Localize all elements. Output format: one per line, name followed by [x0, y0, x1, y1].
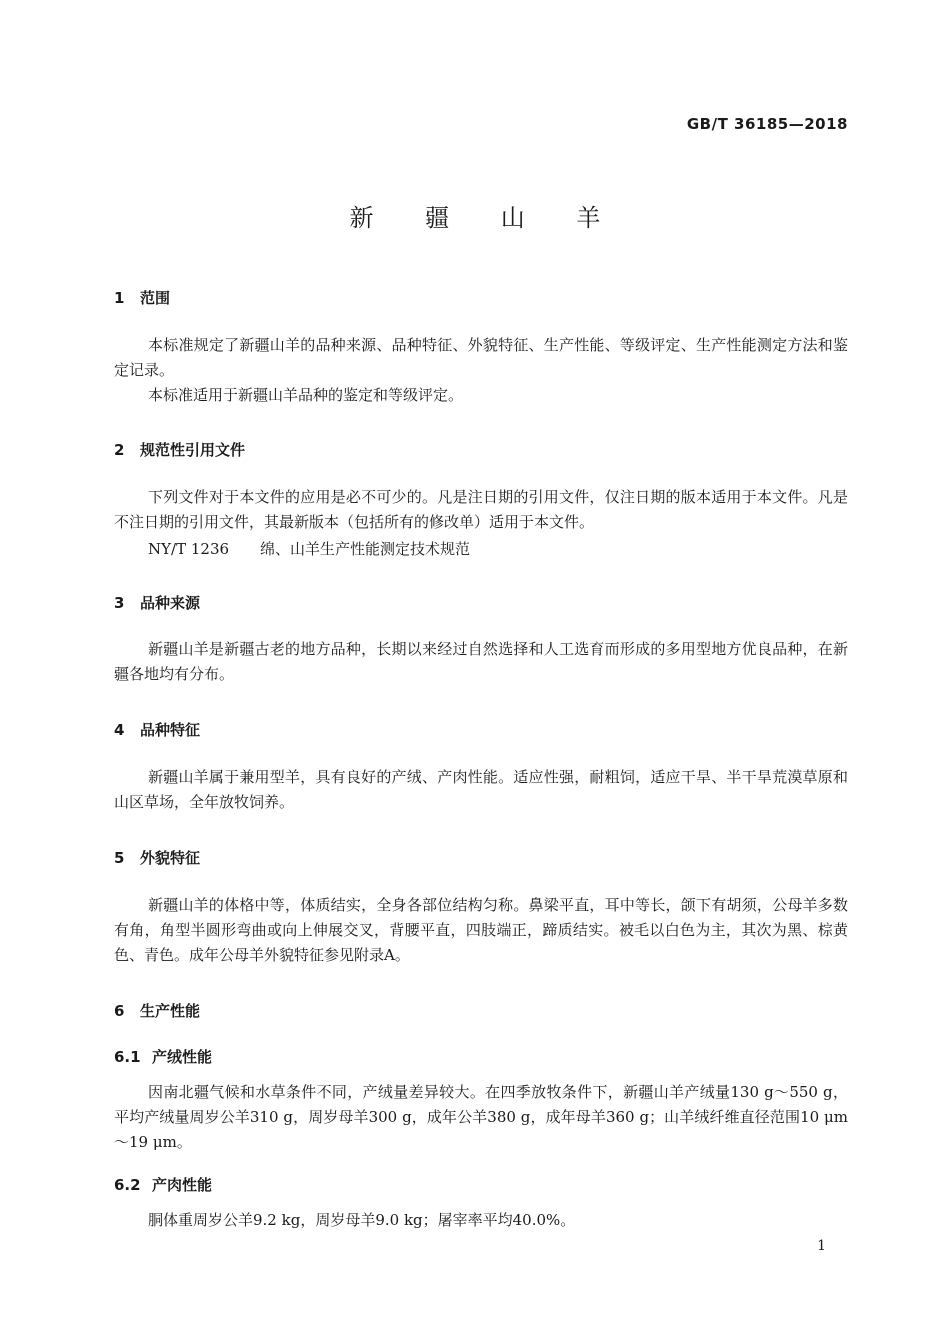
reference-title: 绵、山羊生产性能测定技术规范	[260, 540, 471, 558]
section-title: 外貌特征	[140, 849, 201, 867]
section-5-heading	[114, 847, 200, 868]
section-1-paragraph-2: 本标准适用于新疆山羊品种的鉴定和等级评定。	[148, 386, 464, 404]
section-number: 5	[114, 849, 125, 867]
section-number: 1	[114, 289, 125, 307]
subsection-6-1-paragraph-1: 因南北疆气候和水草条件不同，产绒量差异较大。在四季放牧条件下，新疆山羊产绒量130 g～550 g，平均产绒量周岁公羊310 g，周岁母羊300 g，成年公羊380 g，成年母羊360 g；山羊绒纤维直径范围10 μm～19 μm。	[114, 1083, 848, 1151]
subsection-6-2-paragraph-1: 胴体重周岁公羊9.2 kg，周岁母羊9.0 kg；屠宰率平均40.0%。	[148, 1211, 576, 1229]
section-6-heading	[114, 1000, 200, 1021]
section-3-paragraph-1: 新疆山羊是新疆古老的地方品种，长期以来经过自然选择和人工选育而形成的多用型地方优良品种，在新疆各地均有分布。	[114, 640, 848, 683]
section-number: 3	[114, 594, 125, 612]
normative-reference	[114, 537, 848, 562]
section-number: 4	[114, 721, 125, 739]
section-1-heading	[114, 287, 170, 308]
section-number: 2	[114, 441, 125, 459]
page-number: 1	[817, 1238, 826, 1254]
section-title: 品种特征	[140, 721, 201, 739]
subsection-6-2-heading	[114, 1174, 212, 1195]
section-title: 范围	[140, 289, 171, 307]
standard-code: GB/T 36185—2018	[686, 115, 848, 133]
section-5-paragraph-1: 新疆山羊的体格中等，体质结实，全身各部位结构匀称。鼻梁平直，耳中等长，颌下有胡须，公母羊多数有角，角型半圆形弯曲或向上伸展交叉，背腰平直，四肢端正，蹄质结实。被毛以白色为主，其次为黑、棕黄色、青色。成年公母羊外貌特征参见附录A。	[114, 896, 848, 964]
section-title: 规范性引用文件	[140, 441, 246, 459]
section-1-paragraph-1: 本标准规定了新疆山羊的品种来源、品种特征、外貌特征、生产性能、等级评定、生产性能测定方法和鉴定记录。	[114, 336, 848, 379]
subsection-6-1-heading	[114, 1046, 212, 1067]
section-4-heading	[114, 719, 200, 740]
subsection-title: 产肉性能	[152, 1176, 213, 1194]
section-title: 生产性能	[140, 1002, 201, 1020]
section-number: 6	[114, 1002, 125, 1020]
document-title: 新 疆 山 羊	[349, 204, 623, 232]
section-2-heading	[114, 439, 245, 460]
subsection-number: 6.2	[114, 1176, 141, 1194]
section-2-paragraph-1: 下列文件对于本文件的应用是必不可少的。凡是注日期的引用文件，仅注日期的版本适用于本文件。凡是不注日期的引用文件，其最新版本（包括所有的修改单）适用于本文件。	[114, 488, 848, 531]
subsection-title: 产绒性能	[152, 1048, 213, 1066]
section-4-paragraph-1: 新疆山羊属于兼用型羊，具有良好的产绒、产肉性能。适应性强，耐粗饲，适应干旱、半干旱荒漠草原和山区草场，全年放牧饲养。	[114, 768, 848, 811]
section-title: 品种来源	[140, 594, 201, 612]
subsection-number: 6.1	[114, 1048, 141, 1066]
section-3-heading	[114, 592, 200, 613]
reference-code: NY/T 1236	[148, 540, 230, 558]
